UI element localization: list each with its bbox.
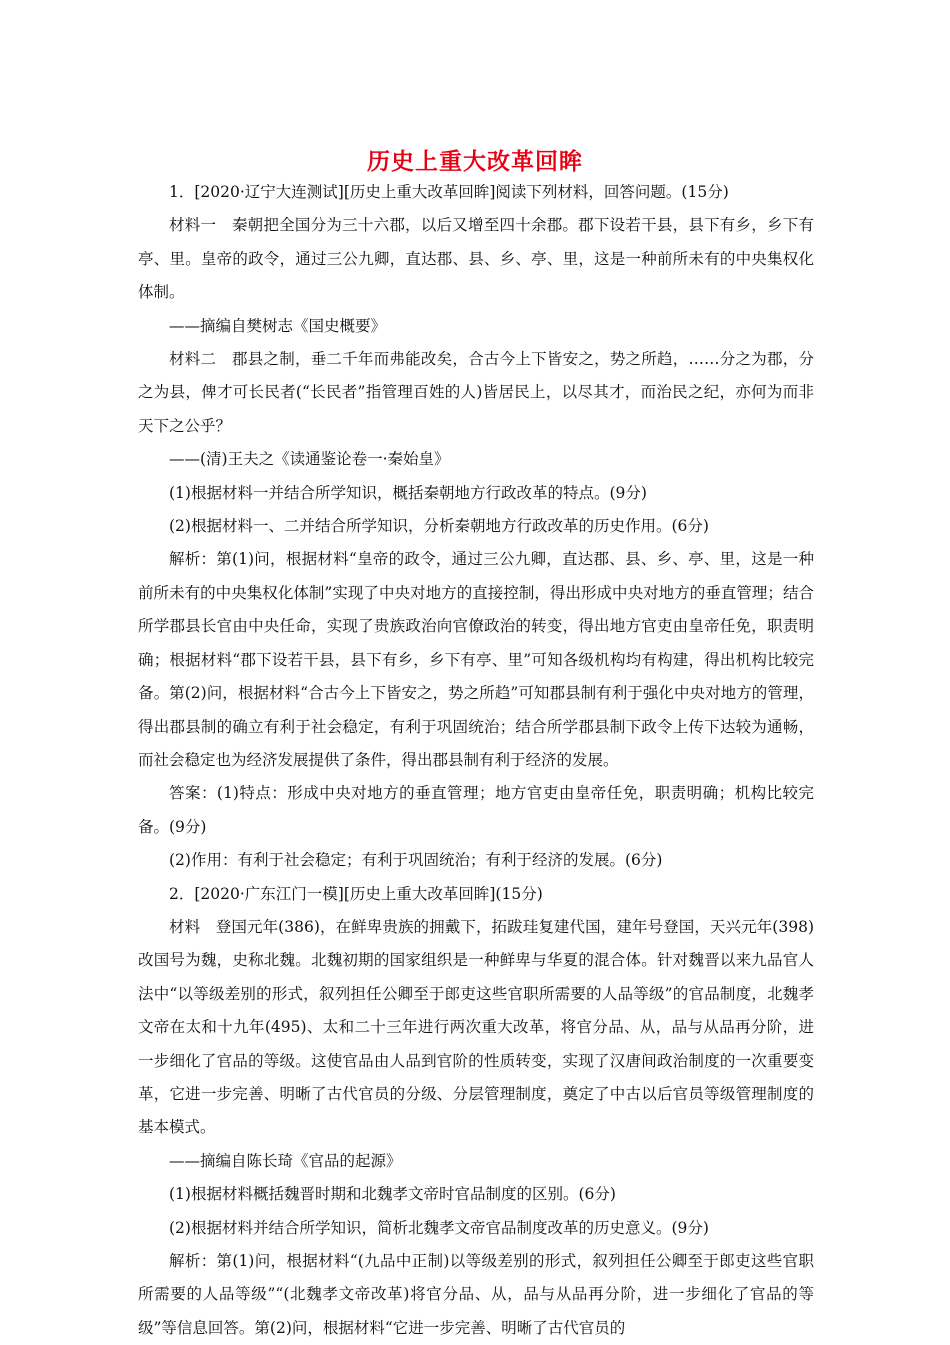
analysis-paragraph: 解析：第(1)问，根据材料“皇帝的政令，通过三公九卿，直达郡、县、乡、亭、里，这是一种前所未有的中央集权化体制”实现了中央对地方的直接控制，得出形成中央对地方的垂直管理；结合所学郡县长官由中央任命，实现了贵族政治向官僚政治的转变，得出地方官吏由皇帝任免，职责明确；根据材料“郡下设若干县，县下有乡，乡下有亭、里”可知各级机构均有构建，得出机构比较完备。第(2)问，根据材料“合古今上下皆安之，势之所趋”可知郡县制有利于强化中央对地方的管理，得出郡县制的确立有利于社会稳定，有利于巩固统治；结合所学郡县制下政令上传下达较为通畅，而社会稳定也为经济发展提供了条件，得出郡县制有利于经济的发展。: [138, 550, 814, 769]
question-2-header: 2．[2020·广东江门一模][历史上重大改革回眸](15分): [169, 884, 543, 903]
document-body: [138, 176, 814, 1345]
sub-question: (2)根据材料并结合所学知识，简析北魏孝文帝官品制度改革的历史意义。(9分): [169, 1218, 709, 1237]
material-1: 材料一 秦朝把全国分为三十六郡，以后又增至四十余郡。郡下设若干县，县下有乡，乡下有亭、里。皇帝的政令，通过三公九卿，直达郡、县、乡、亭、里，这是一种前所未有的中央集权化体制。: [138, 216, 814, 302]
source-citation: ——(清)王夫之《读通鉴论卷一·秦始皇》: [169, 450, 450, 469]
answer-paragraph: 答案：(1)特点：形成中央对地方的垂直管理；地方官吏由皇帝任免，职责明确；机构比较完备。(9分): [138, 784, 814, 836]
answer-paragraph: (2)作用：有利于社会稳定；有利于巩固统治；有利于经济的发展。(6分): [169, 851, 663, 870]
source-citation: ——摘编自陈长琦《官品的起源》: [169, 1151, 402, 1170]
material-paragraph: 材料 登国元年(386)，在鲜卑贵族的拥戴下，拓跋珪复建代国，建年号登国，天兴元年(398)改国号为魏，史称北魏。北魏初期的国家组织是一种鲜卑与华夏的混合体。针对魏晋以来九品官人法中“以等级差别的形式，叙列担任公卿至于郎吏这些官职所需要的人品等级”的官品制度，北魏孝文帝在太和十九年(495)、太和二十三年进行两次重大改革，将官分品、从，品与从品再分阶，进一步细化了官品的等级。这使官品由人品到官阶的性质转变，实现了汉唐间政治制度的一次重要变革，它进一步完善、明晰了古代官员的分级、分层管理制度，奠定了中古以后官员等级管理制度的基本模式。: [138, 917, 814, 1137]
analysis-paragraph: 解析：第(1)问，根据材料“(九品中正制)以等级差别的形式，叙列担任公卿至于郎吏这些官职所需要的人品等级”“(北魏孝文帝改革)将官分品、从，品与从品再分阶，进一步细化了官品的等级”等信息回答。第(2)问，根据材料“它进一步完善、明晰了古代官员的: [138, 1252, 814, 1337]
sub-question: (1)根据材料概括魏晋时期和北魏孝文帝时官品制度的区别。(6分): [169, 1185, 616, 1204]
sub-question: (2)根据材料一、二并结合所学知识，分析秦朝地方行政改革的历史作用。(6分): [169, 517, 709, 536]
question-1-header: 1．[2020·辽宁大连测试][历史上重大改革回眸]阅读下列材料，回答问题。(15分): [169, 183, 729, 201]
page-title: 历史上重大改革回眸: [367, 149, 583, 175]
sub-question: (1)根据材料一并结合所学知识，概括秦朝地方行政改革的特点。(9分): [169, 483, 647, 502]
source-citation: ——摘编自樊树志《国史概要》: [169, 316, 387, 335]
material-2: 材料二 郡县之制，垂二千年而弗能改矣，合古今上下皆安之，势之所趋，……分之为郡，分之为县，俾才可长民者(“长民者”指管理百姓的人)皆居民上，以尽其才，而治民之纪，亦何为而非天下之公乎？: [138, 350, 814, 435]
